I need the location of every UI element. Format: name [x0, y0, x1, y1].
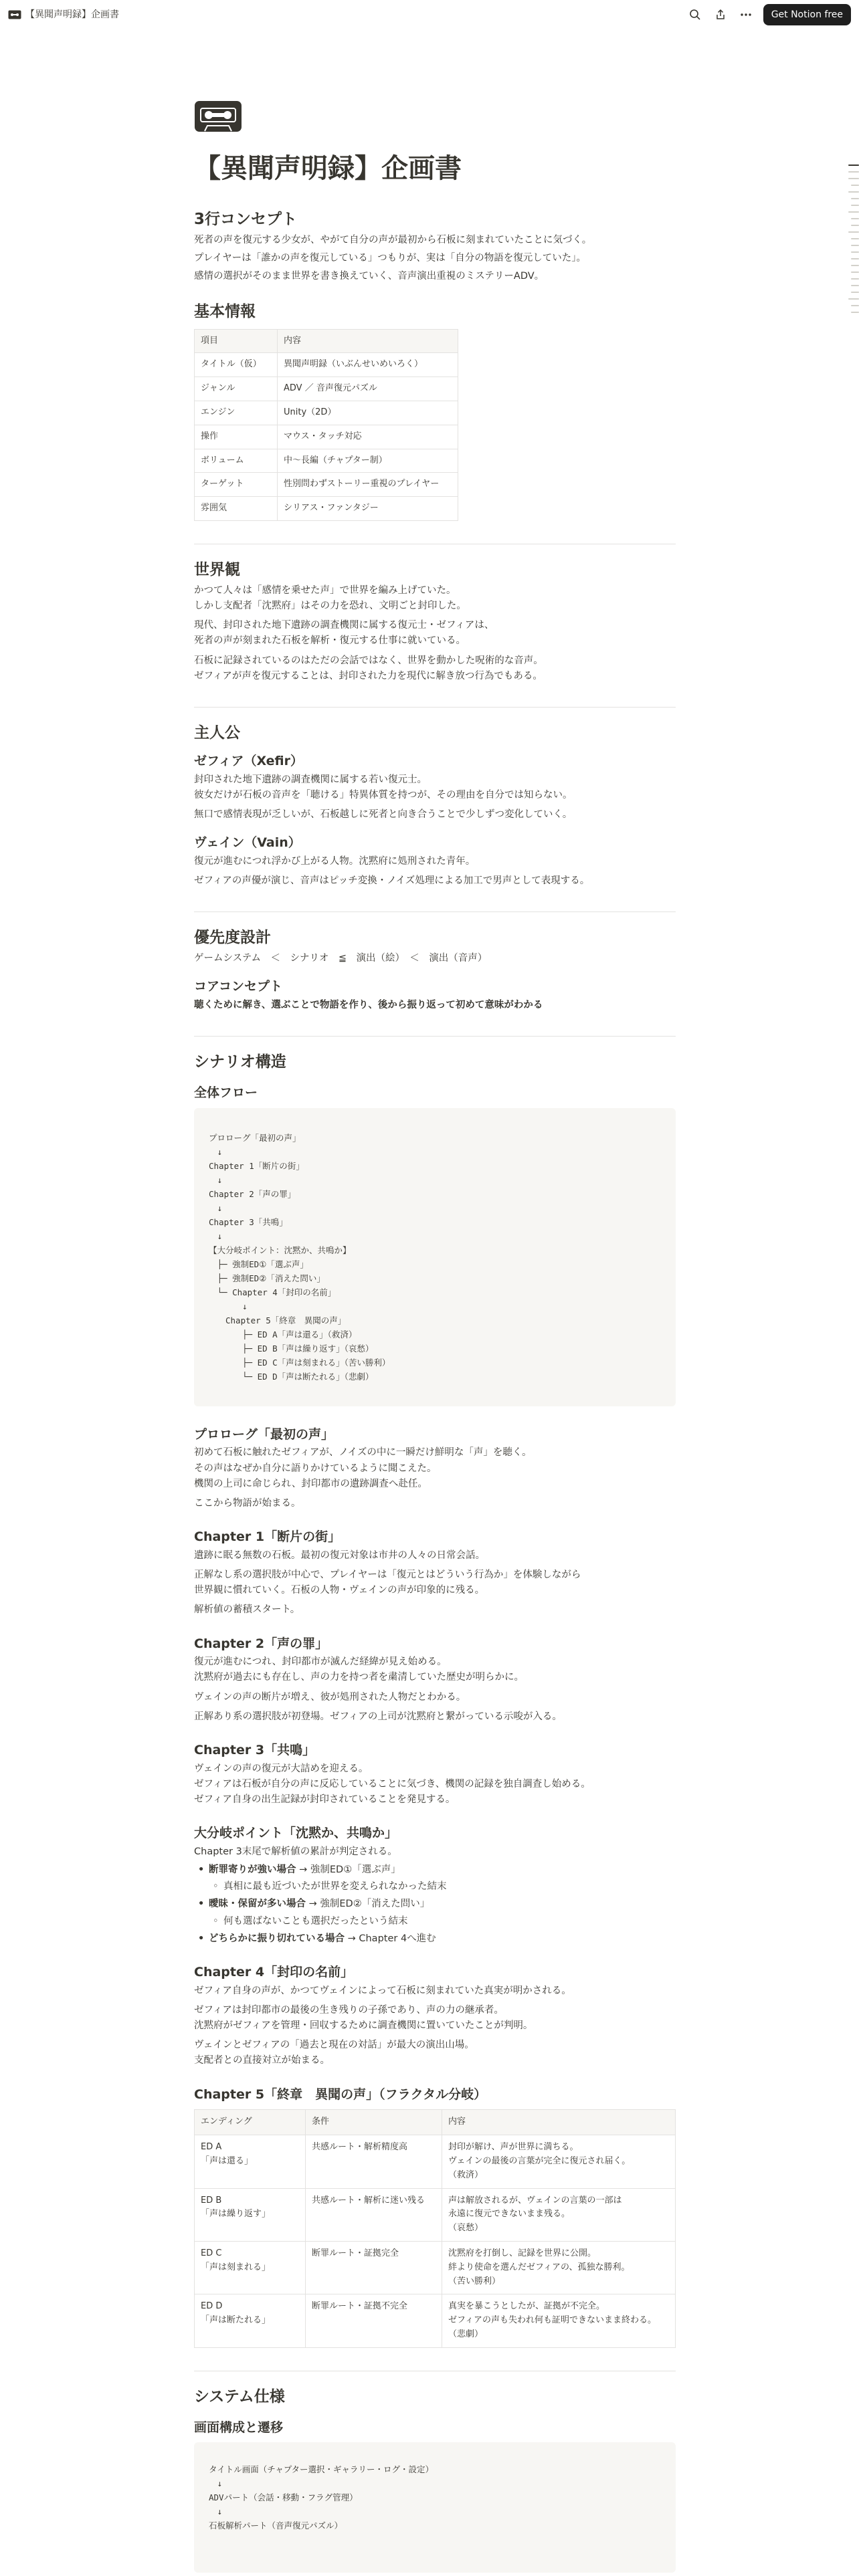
- list-item: [194, 1862, 676, 1895]
- table-row: [195, 2294, 676, 2347]
- branch-result: → Chapter 4へ進む: [345, 1933, 436, 1944]
- paragraph-line: 復元が進むにつれ、封印都市が滅んだ経緯が見え始める。: [194, 1656, 447, 1668]
- paragraph-line: 無口で感情表現が乏しいが、石板越しに死者と向き合うことで少しずつ変化していく。: [194, 809, 573, 820]
- table-cell: ジャンル: [195, 377, 278, 401]
- paragraph-line: 現代、封印された地下遺跡の調査機関に属する復元士・ゼフィアは、: [194, 620, 494, 631]
- table-cell: 真実を暴こうとしたが、証拠が不完全。 ゼフィアの声も失われ何も証明できないまま終わる。 （悲劇）: [442, 2294, 676, 2347]
- paragraph-line: その声はなぜか自分に語りかけているように聞こえた。: [194, 1463, 437, 1474]
- paragraph-line: 支配者との直接対立が始まる。: [194, 2055, 330, 2066]
- protagonist-heading: 主人公: [194, 724, 240, 742]
- table-header-cell: 内容: [442, 2110, 676, 2135]
- concept-heading: 3行コンセプト: [194, 211, 298, 229]
- sub-list: [209, 1914, 676, 1929]
- chapter2-heading: Chapter 2「声の罪」: [194, 1636, 328, 1651]
- chapter1-heading: Chapter 1「断片の街」: [194, 1529, 341, 1545]
- protagonist-section: [194, 724, 676, 889]
- table-cell: Unity（2D）: [278, 401, 458, 425]
- table-cell: 断罪ルート・証拠完全: [306, 2241, 442, 2294]
- paragraph-line: ヴェインとゼフィアの「過去と現在の対話」が最大の演出山場。: [194, 2040, 474, 2051]
- branch-heading: 大分岐ポイント「沈黙か、共鳴か」: [194, 1826, 398, 1841]
- table-row: [195, 425, 458, 449]
- chapter4-block: [194, 1964, 676, 2069]
- table-cell: シリアス・ファンタジー: [278, 497, 458, 521]
- branch-condition: 曖昧・保留が多い場合: [209, 1899, 306, 1910]
- system-section: [194, 2387, 676, 2573]
- table-row: [195, 353, 458, 377]
- table-row: [195, 2241, 676, 2294]
- table-cell: 共感ルート・解析精度高: [306, 2135, 442, 2188]
- paragraph-line: 死者の声が刻まれた石板を解析・復元する仕事に就いている。: [194, 635, 466, 647]
- table-row: [195, 473, 458, 497]
- table-cell: 中〜長編（チャプター制）: [278, 449, 458, 473]
- chapter4-heading: Chapter 4「封印の名前」: [194, 1965, 354, 1980]
- flow-heading: 全体フロー: [194, 1085, 258, 1100]
- table-row: [195, 401, 458, 425]
- branch-result: → 強制ED①「選ぶ声」: [296, 1864, 401, 1876]
- concept-line: 死者の声を復元する少女が、やがて自分の声が最初から石板に刻まれていたことに気づく。: [194, 235, 592, 246]
- more-icon[interactable]: [738, 7, 754, 23]
- table-cell: 封印が解け、声が世界に満ちる。 ヴェインの最後の言葉が完全に復元され届く。 （救済）: [442, 2135, 676, 2188]
- table-row: [195, 377, 458, 401]
- basic-info-section: [194, 302, 676, 521]
- list-item: [194, 1931, 676, 1947]
- top-bar: [0, 0, 859, 29]
- table-cell: 異聞声明録（いぶんせいめいろく）: [278, 353, 458, 377]
- priority-section: [194, 928, 676, 1013]
- sub-list: [209, 1879, 676, 1895]
- table-cell: ED B 「声は繰り返す」: [195, 2188, 306, 2241]
- paragraph-line: 封印された地下遺跡の調査機関に属する若い復元士。: [194, 774, 427, 785]
- world-section: [194, 560, 676, 684]
- table-header-cell: 項目: [195, 329, 278, 353]
- table-cell: エンジン: [195, 401, 278, 425]
- table-cell: ボリューム: [195, 449, 278, 473]
- paragraph-line: 石板に記録されているのはただの会話ではなく、世界を動かした呪術的な音声。: [194, 655, 543, 666]
- paragraph-line: ゼフィアの声優が演じ、音声はピッチ変換・ノイズ処理による加工で男声として表現する。: [194, 875, 590, 886]
- paragraph-line: かつて人々は「感情を乗せた声」で世界を編み上げていた。: [194, 584, 456, 596]
- scenario-heading: シナリオ構造: [194, 1053, 286, 1071]
- scenario-section: [194, 1053, 676, 2348]
- table-cell: ADV ／ 音声復元パズル: [278, 377, 458, 401]
- list-item: [194, 1897, 676, 1929]
- cassette-icon: [194, 100, 242, 132]
- table-row: [195, 2188, 676, 2241]
- page-title: 【異聞声明録】企画書: [194, 153, 462, 185]
- branch-result: → 強制ED②「消えた問い」: [306, 1899, 430, 1910]
- paragraph-line: 遺跡に眠る無数の石板。最初の復元対象は市井の人々の日常会話。: [194, 1549, 485, 1561]
- table-cell: 雰囲気: [195, 497, 278, 521]
- chapter2-block: [194, 1636, 676, 1725]
- paragraph-line: 正解あり系の選択肢が初登場。ゼフィアの上司が沈黙府と繋がっている示唆が入る。: [194, 1711, 562, 1722]
- paragraph-line: しかし支配者「沈黙府」はその力を恐れ、文明ごと封印した。: [194, 600, 466, 611]
- prologue-heading: プロローグ「最初の声」: [194, 1426, 335, 1442]
- paragraph-line: 機関の上司に命じられ、封印都市の遺跡調査へ赴任。: [194, 1478, 427, 1489]
- table-cell: タイトル（仮）: [195, 353, 278, 377]
- paragraph-line: 沈黙府が過去にも存在し、声の力を持つ者を粛清していた歴史が明らかに。: [194, 1672, 524, 1683]
- concept-line: プレイヤーは「誰かの声を復元している」つもりが、実は「自分の物語を復元していた」。: [194, 253, 586, 264]
- cassette-icon: [8, 10, 21, 19]
- page-content: [194, 100, 676, 2576]
- table-cell: ED A 「声は還る」: [195, 2135, 306, 2188]
- concept-line: 感情の選択がそのまま世界を書き換えていく、音声演出重視のミステリーADV。: [194, 271, 545, 282]
- paragraph-line: ここから物語が始まる。: [194, 1497, 301, 1509]
- branch-list: [194, 1862, 676, 1947]
- vain-heading: ヴェイン（Vain）: [194, 835, 301, 851]
- paragraph-line: 正解なし系の選択肢が中心で、プレイヤーは「復元とはどういう行為か」を体験しながら: [194, 1569, 581, 1580]
- divider: [194, 1036, 676, 1037]
- table-cell: 共感ルート・解析に迷い残る: [306, 2188, 442, 2241]
- paragraph-line: ゼフィアが声を復元することは、封印された力を現代に解き放つ行為でもある。: [194, 670, 543, 681]
- core-heading: コアコンセプト: [194, 979, 283, 994]
- core-line: 聴くために解き、選ぶことで物語を作り、後から振り返って初めて意味がわかる: [194, 999, 543, 1010]
- table-cell: ED C 「声は刻まれる」: [195, 2241, 306, 2294]
- zephia-heading: ゼフィア（Xefir）: [194, 753, 303, 768]
- chapter1-block: [194, 1529, 676, 1618]
- get-notion-free-button[interactable]: Get Notion free: [763, 4, 851, 25]
- system-heading: システム仕様: [194, 2387, 285, 2405]
- paragraph-line: ゼフィア自身の声が、かつてヴェインによって石板に刻まれていた真実が明かされる。: [194, 1985, 571, 1996]
- table-row: [195, 449, 458, 473]
- paragraph-line: 沈黙府がゼフィアを管理・回収するために調査機関に置いていたことが判明。: [194, 2020, 533, 2032]
- priority-line: ゲームシステム ＜ シナリオ ≦ 演出（絵） ＜ 演出（音声）: [194, 953, 488, 964]
- screens-heading: 画面構成と遷移: [194, 2420, 284, 2435]
- paragraph-line: ゼフィアは石板が自分の声に反応していることに気づき、機関の記録を独自調査し始める。: [194, 1778, 591, 1790]
- search-icon[interactable]: [687, 7, 703, 23]
- paragraph-line: 初めて石板に触れたゼフィアが、ノイズの中に一瞬だけ鮮明な「声」を聴く。: [194, 1447, 532, 1459]
- branch-condition: 断罪寄りが強い場合: [209, 1864, 296, 1876]
- paragraph-line: 彼女だけが石板の音声を「聴ける」特異体質を持つが、その理由を自分では知らない。: [194, 789, 573, 800]
- table-header-cell: エンディング: [195, 2110, 306, 2135]
- branch-condition: どちらかに振り切れている場合: [209, 1933, 345, 1944]
- table-header-row: [195, 2110, 676, 2135]
- basic-info-heading: 基本情報: [194, 302, 256, 320]
- divider: [194, 911, 676, 912]
- paragraph-line: ゼフィアは封印都市の最後の生き残りの子孫であり、声の力の継承者。: [194, 2004, 504, 2016]
- paragraph-line: ゼフィア自身の出生記録が封印されていることを発見する。: [194, 1794, 456, 1806]
- branch-intro: Chapter 3末尾で解析値の累計が判定される。: [194, 1846, 397, 1857]
- basic-info-table: [194, 329, 458, 521]
- table-cell: マウス・タッチ対応: [278, 425, 458, 449]
- chapter3-block: [194, 1742, 676, 1808]
- table-header-cell: 条件: [306, 2110, 442, 2135]
- table-cell: 操作: [195, 425, 278, 449]
- table-of-contents-rail[interactable]: [846, 165, 859, 318]
- flow-code-block: プロローグ「最初の声」 ↓ Chapter 1「断片の街」 ↓ Chapter 2「声の罪」 ↓ Chapter 3「共鳴」 ↓ 【大分岐ポイント：沈黙か、共鳴か】 ├─ 強制ED①「選ぶ声」 ├─ 強制ED②「消えた問い」 └─ Chapter 4「封印の名前」 ↓ Chapter 5「終章 異聞の声」 ├─ ED A「声は還る」（救済） ├─ ED B「声は繰り返す」（哀愁） ├─ ED C「声は刻まれる」（苦い勝利） └─ ED D「声は断たれる」（悲劇）: [194, 1108, 676, 1406]
- breadcrumb[interactable]: [8, 7, 119, 22]
- table-cell: ED D 「声は断たれる」: [195, 2294, 306, 2347]
- screens-code-block: タイトル画面（チャプター選択・ギャラリー・ログ・設定） ↓ ADVパート（会話・移動・フラグ管理） ↓ 石板解析パート（音声復元パズル）: [194, 2442, 676, 2573]
- table-cell: ターゲット: [195, 473, 278, 497]
- table-row: [195, 2135, 676, 2188]
- table-header-row: [195, 329, 458, 353]
- list-item: ◦ 何も選ばないことも選択だったという結末: [209, 1914, 676, 1929]
- chapter3-heading: Chapter 3「共鳴」: [194, 1742, 316, 1757]
- table-cell: 声は解放されるが、ヴェインの言葉の一部は 永遠に復元できないまま残る。 （哀愁）: [442, 2188, 676, 2241]
- table-row: [195, 497, 458, 521]
- list-item: ◦ 真相に最も近づいたが世界を変えられなかった結末: [209, 1879, 676, 1895]
- concept-section: [194, 210, 676, 284]
- chapter5-heading: Chapter 5「終章 異聞の声」（フラクタル分岐）: [194, 2086, 487, 2102]
- ending-table: [194, 2109, 676, 2347]
- paragraph-line: 世界観に慣れていく。石板の人物・ヴェインの声が印象的に残る。: [194, 1585, 485, 1596]
- world-heading: 世界観: [194, 560, 240, 578]
- share-icon[interactable]: [712, 7, 729, 23]
- paragraph-line: 解析値の蓄積スタート。: [194, 1604, 300, 1616]
- table-cell: 性別問わずストーリー重視のプレイヤー: [278, 473, 458, 497]
- paragraph-line: 復元が進むにつれ浮かび上がる人物。沈黙府に処刑された青年。: [194, 855, 476, 867]
- branch-block: [194, 1825, 676, 1947]
- divider: [194, 707, 676, 708]
- chapter5-block: [194, 2086, 676, 2348]
- breadcrumb-page-title: 【異聞声明録】企画書: [25, 9, 119, 20]
- prologue-block: [194, 1426, 676, 1511]
- table-cell: 沈黙府を打倒し、記録を世界に公開。 絆より使命を選んだゼフィアの、孤独な勝利。 （苦い勝利）: [442, 2241, 676, 2294]
- priority-heading: 優先度設計: [194, 929, 271, 947]
- table-header-cell: 内容: [278, 329, 458, 353]
- paragraph-line: ヴェインの声の復元が大詰めを迎える。: [194, 1763, 369, 1774]
- paragraph-line: ヴェインの声の断片が増え、彼が処刑された人物だとわかる。: [194, 1691, 466, 1703]
- table-cell: 断罪ルート・証拠不完全: [306, 2294, 442, 2347]
